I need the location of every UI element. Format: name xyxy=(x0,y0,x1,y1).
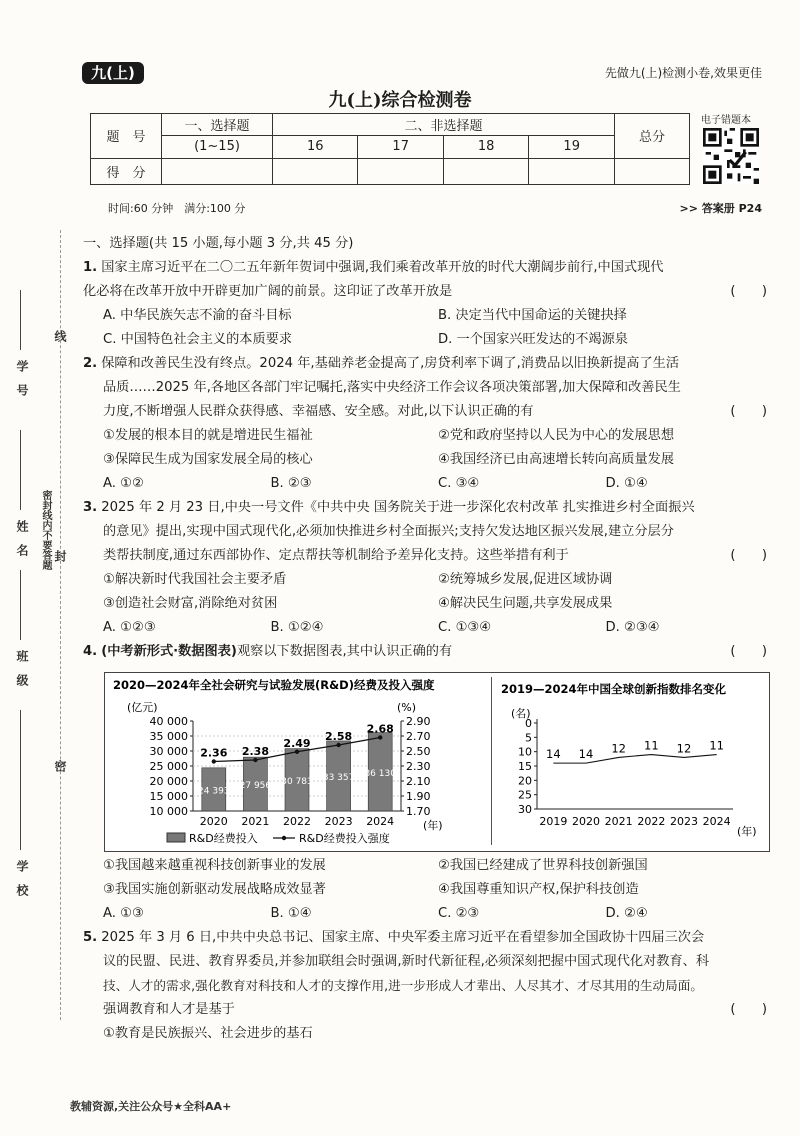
y-right-tick-label: 1.70 xyxy=(406,805,431,818)
statement-3: ③创造社会财富,消除绝对贫困 xyxy=(103,596,278,611)
legend-bar-label: R&D经费投入 xyxy=(189,832,258,845)
answer-blank[interactable]: ( ) xyxy=(730,548,767,563)
school-label: 学 校 xyxy=(15,860,29,896)
score-cell[interactable] xyxy=(529,158,615,184)
option-d[interactable]: D. ①④ xyxy=(605,476,648,491)
x-tick-label: 2022 xyxy=(637,815,666,828)
x-unit-label: (年) xyxy=(423,819,443,832)
seal-warning: 密封线内不要答题 xyxy=(40,490,51,570)
y-tick-label: 25 xyxy=(518,788,532,802)
y-right-tick-label: 2.30 xyxy=(406,760,431,773)
statement-3: ③保障民生成为国家发展全局的核心 xyxy=(103,452,313,467)
question-text: 化必将在改革开放中开辟更加广阔的前景。这印证了改革开放是 xyxy=(83,284,453,299)
rd-intensity-point xyxy=(253,758,257,762)
bar-value-label: 24 393 xyxy=(198,786,230,797)
chart-divider xyxy=(491,677,492,845)
tagline: 先做九(上)检测小卷,效果更佳 xyxy=(604,66,762,80)
question-tag: (中考新形式·数据图表) xyxy=(101,644,237,659)
rank-value-label: 14 xyxy=(578,747,594,762)
name-label: 姓 名 xyxy=(15,520,29,556)
x-tick-label: 2022 xyxy=(283,815,311,828)
option-b[interactable]: B. ①②④ xyxy=(270,620,324,635)
rd-intensity-label: 2.68 xyxy=(366,722,394,736)
fill-line xyxy=(20,430,21,510)
question-2 xyxy=(83,352,773,496)
rd-intensity-label: 2.38 xyxy=(241,745,269,758)
grade-badge: 九(上) xyxy=(82,62,144,84)
question-number: 3. xyxy=(83,500,98,515)
legend-line-label: R&D经费投入强度 xyxy=(299,832,390,845)
rank-value-label: 14 xyxy=(546,747,561,762)
fill-line xyxy=(20,570,21,640)
question-text: 观察以下数据图表,其中认识正确的有 xyxy=(236,644,453,659)
y-left-tick-label: 20 000 xyxy=(149,775,188,788)
score-table xyxy=(90,113,690,185)
chart-title: 2020—2024年全社会研究与试验发展(R&D)经费及投入强度 xyxy=(113,678,435,692)
rank-value-label: 11 xyxy=(644,738,659,753)
question-1 xyxy=(83,256,773,352)
x-unit-label: (年) xyxy=(737,825,757,838)
question-text: 国家主席习近平在二〇二五年新年贺词中强调,我们乘着改革开放的时代大潮阔步前行,中国式现代 xyxy=(101,260,664,275)
answer-blank[interactable]: ( ) xyxy=(730,404,767,419)
choice-header: 一、选择题 xyxy=(162,114,273,136)
legend-bar-swatch xyxy=(167,833,185,842)
col-19: 19 xyxy=(529,136,615,158)
question-text: 保障和改善民生没有终点。2024 年,基础养老金提高了,房贷利率下调了,消费品以旧换新提高了生活 xyxy=(101,356,680,371)
y-left-tick-label: 25 000 xyxy=(149,760,188,773)
question-text: 强调教育和人才是基于 xyxy=(103,1002,235,1017)
class-label: 班 级 xyxy=(15,650,29,686)
score-cell[interactable] xyxy=(615,158,690,184)
x-tick-label: 2024 xyxy=(702,815,731,828)
chart-panel xyxy=(104,672,770,852)
question-number: 5. xyxy=(83,930,98,945)
qr-code-icon[interactable] xyxy=(703,128,759,184)
statement-4: ④解决民生问题,共享发展成果 xyxy=(438,596,613,611)
y-left-tick-label: 30 000 xyxy=(149,745,188,758)
option-a[interactable]: A. ①② xyxy=(103,476,144,491)
y-left-label: (亿元) xyxy=(127,701,158,714)
seal-mark: 线 xyxy=(53,330,67,342)
statement-4: ④我国经济已由高速增长转向高质量发展 xyxy=(438,452,675,467)
bar-value-label: 30 783 xyxy=(281,776,313,787)
answer-blank[interactable]: ( ) xyxy=(730,644,767,659)
score-cell[interactable] xyxy=(443,158,528,184)
question-text: 议的民盟、民进、教育界委员,并参加联组会时强调,新时代新征程,必须深刻把握中国式现代化对教育、科 xyxy=(103,954,710,969)
seal-mark: 封 xyxy=(53,550,67,562)
question-text: 2025 年 2 月 23 日,中央一号文件《中共中央 国务院关于进一步深化农村改革 扎实推进乡村全面振兴 xyxy=(101,500,695,515)
option-d[interactable]: D. ②④ xyxy=(605,906,648,921)
row-label-question: 题 号 xyxy=(91,114,162,159)
score-cell[interactable] xyxy=(273,158,358,184)
y-left-tick-label: 10 000 xyxy=(149,805,188,818)
option-a[interactable]: A. ①②③ xyxy=(103,620,156,635)
question-3 xyxy=(83,496,773,640)
statement-4: ④我国尊重知识产权,保护科技创造 xyxy=(438,882,639,897)
rank-value-label: 11 xyxy=(709,738,724,753)
x-tick-label: 2020 xyxy=(199,815,228,828)
exam-info: 时间:60 分钟 满分:100 分 xyxy=(108,202,246,215)
rd-intensity-label: 2.36 xyxy=(200,746,228,760)
question-5 xyxy=(83,926,773,1046)
y-tick-label: 15 xyxy=(518,760,532,773)
option-b[interactable]: B. 决定当代中国命运的关键抉择 xyxy=(438,308,627,323)
qr-label: 电子错题本 xyxy=(701,115,751,126)
question-text: 的意见》提出,实现中国式现代化,必须加快推进乡村全面振兴;支持欠发达地区振兴发展,建立分层分 xyxy=(103,524,674,539)
question-text: 力度,不断增强人民群众获得感、幸福感、安全感。对此,以下认识正确的有 xyxy=(103,404,534,419)
statement-2: ②统筹城乡发展,促进区域协调 xyxy=(438,572,613,587)
y-right-tick-label: 2.70 xyxy=(406,730,431,743)
binding-margin xyxy=(0,230,67,1020)
bar-value-label: 36 130 xyxy=(364,768,396,779)
statement-1: ①我国越来越重视科技创新事业的发展 xyxy=(103,858,326,873)
question-number: 1. xyxy=(83,260,98,275)
rd-intensity-label: 2.49 xyxy=(283,736,311,750)
y-left-tick-label: 40 000 xyxy=(149,715,188,728)
rd-funding-chart xyxy=(105,673,489,851)
x-tick-label: 2019 xyxy=(539,815,568,828)
y-left-tick-label: 15 000 xyxy=(149,790,188,803)
answer-blank[interactable]: ( ) xyxy=(730,284,767,299)
col-18: 18 xyxy=(443,136,528,158)
y-tick-label: 0 xyxy=(525,717,532,730)
statement-1: ①发展的根本目的就是增进民生福祉 xyxy=(103,428,313,443)
rd-intensity-label: 2.58 xyxy=(325,730,353,743)
col-16: 16 xyxy=(273,136,358,158)
page-title: 九(上)综合检测卷 xyxy=(328,90,472,111)
y-tick-label: 30 xyxy=(518,803,532,816)
innovation-index-chart xyxy=(497,673,769,851)
bar-value-label: 33 357 xyxy=(322,772,355,783)
answer-blank[interactable]: ( ) xyxy=(730,1002,767,1017)
rd-intensity-point xyxy=(212,759,216,763)
col-17: 17 xyxy=(358,136,443,158)
statement-1: ①解决新时代我国社会主要矛盾 xyxy=(103,572,287,587)
chart-title: 2019—2024年中国全球创新指数排名变化 xyxy=(501,682,727,696)
choice-range: (1~15) xyxy=(162,136,273,158)
option-b[interactable]: B. ①④ xyxy=(270,906,312,921)
x-tick-label: 2024 xyxy=(366,815,395,828)
y-right-label: (%) xyxy=(397,701,417,714)
y-tick-label: 5 xyxy=(525,731,532,745)
option-c[interactable]: C. ①③④ xyxy=(438,620,492,635)
option-c[interactable]: C. ②③ xyxy=(438,906,480,921)
x-tick-label: 2023 xyxy=(670,815,698,828)
question-number: 4. xyxy=(83,644,98,659)
total-header: 总分 xyxy=(615,114,690,159)
y-right-tick-label: 2.50 xyxy=(406,745,431,758)
question-text: 品质……2025 年,各地区各部门牢记嘱托,落实中央经济工作会议各项决策部署,加大保障和改善民生 xyxy=(103,380,681,395)
score-cell[interactable] xyxy=(358,158,443,184)
question-text: 技、人才的需求,强化教育对科技和人才的支撑作用,进一步形成人才辈出、人尽其才、才尽其用的生动局面。 xyxy=(103,978,703,993)
statement-3: ③我国实施创新驱动发展战略成效显著 xyxy=(103,882,326,897)
student-id-label: 学 号 xyxy=(15,360,29,396)
x-tick-label: 2020 xyxy=(572,815,600,828)
legend-line-marker xyxy=(282,836,286,840)
x-tick-label: 2023 xyxy=(324,815,353,828)
question-number: 2. xyxy=(83,356,98,371)
option-c[interactable]: C. ③④ xyxy=(438,476,480,491)
y-right-tick-label: 2.10 xyxy=(406,775,431,788)
rd-intensity-point xyxy=(295,750,299,754)
x-tick-label: 2021 xyxy=(241,815,270,828)
option-a[interactable]: A. 中华民族矢志不渝的奋斗目标 xyxy=(103,308,292,323)
option-a[interactable]: A. ①③ xyxy=(103,906,144,921)
rank-value-label: 12 xyxy=(611,741,626,756)
question-text: 2025 年 3 月 6 日,中共中央总书记、国家主席、中央军委主席习近平在看望参加全国政协十四届三次会 xyxy=(101,930,705,945)
y-left-tick-label: 35 000 xyxy=(149,730,188,743)
question-content xyxy=(83,232,773,1046)
y-tick-label: 10 xyxy=(518,745,532,759)
y-label: (名) xyxy=(511,707,531,720)
statement-2: ②党和政府坚持以人民为中心的发展思想 xyxy=(438,428,675,443)
score-cell[interactable] xyxy=(162,158,273,184)
seal-line xyxy=(60,230,61,1020)
row-label-score: 得 分 xyxy=(91,158,162,184)
bar-value-label: 27 956 xyxy=(239,781,272,792)
option-d[interactable]: D. ②③④ xyxy=(605,620,660,635)
question-text: 类帮扶制度,通过东西部协作、定点帮扶等机制给予差异化支持。这些举措有利于 xyxy=(103,548,569,563)
y-right-tick-label: 1.90 xyxy=(406,790,431,803)
fill-line xyxy=(20,710,21,850)
x-tick-label: 2021 xyxy=(604,815,633,828)
rd-intensity-point xyxy=(336,743,340,747)
rank-value-label: 12 xyxy=(676,741,692,756)
option-c[interactable]: C. 中国特色社会主义的本质要求 xyxy=(103,332,293,347)
nonchoice-header: 二、非选择题 xyxy=(273,114,615,136)
footer-note: 教辅资源,关注公众号★全科AA+ xyxy=(70,1100,232,1113)
answer-reference: >> 答案册 P24 xyxy=(679,202,762,215)
option-b[interactable]: B. ②③ xyxy=(270,476,312,491)
seal-mark: 密 xyxy=(53,760,67,772)
section-header: 一、选择题(共 15 小题,每小题 3 分,共 45 分) xyxy=(83,236,354,251)
statement-1: ①教育是民族振兴、社会进步的基石 xyxy=(103,1026,313,1041)
y-tick-label: 20 xyxy=(518,774,532,788)
statement-2: ②我国已经建成了世界科技创新强国 xyxy=(438,858,648,873)
rd-intensity-point xyxy=(378,735,382,739)
option-d[interactable]: D. 一个国家兴旺发达的不竭源泉 xyxy=(438,332,628,347)
y-right-tick-label: 2.90 xyxy=(406,715,431,728)
fill-line xyxy=(20,290,21,350)
